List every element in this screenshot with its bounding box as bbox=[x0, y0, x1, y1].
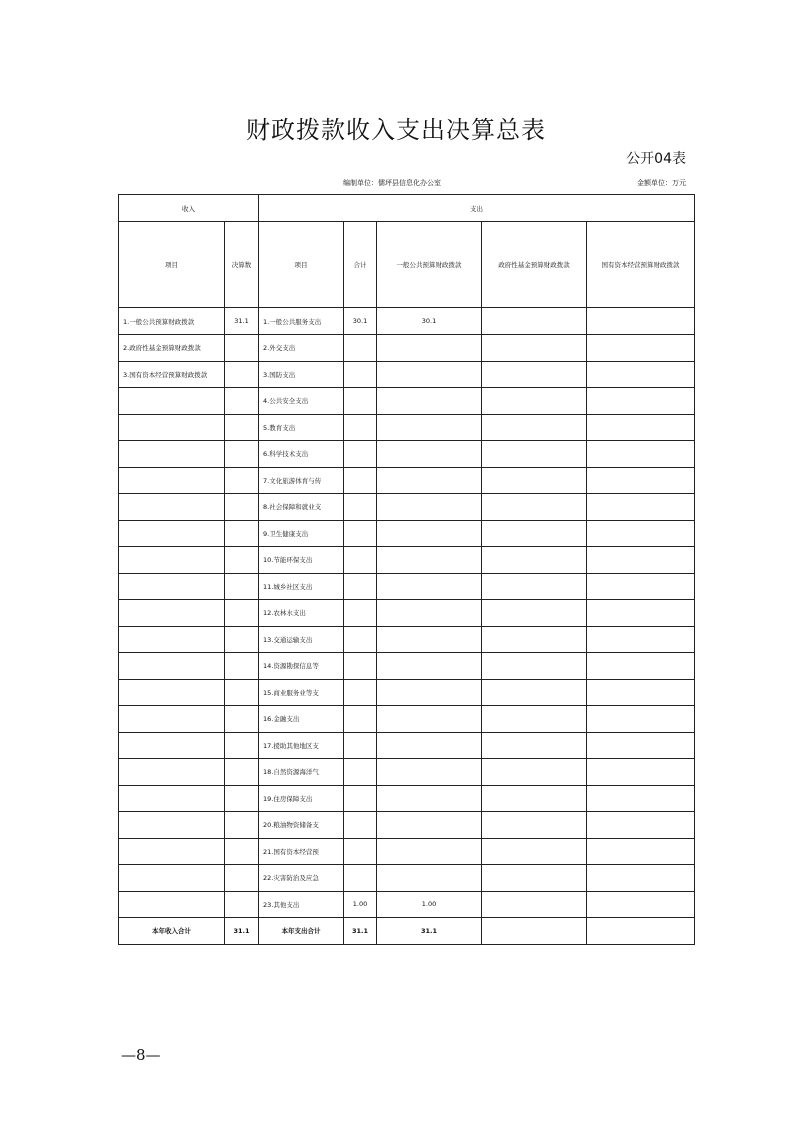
expense-item-cell: 10.节能环保支出 bbox=[259, 547, 344, 574]
income-value-cell bbox=[225, 706, 259, 733]
total-cell: 1.00 bbox=[344, 891, 377, 918]
income-item-cell bbox=[119, 838, 225, 865]
total-cell bbox=[344, 812, 377, 839]
expense-item-cell: 5.教育支出 bbox=[259, 414, 344, 441]
income-total-value: 31.1 bbox=[225, 918, 259, 945]
income-total-label: 本年收入合计 bbox=[119, 918, 225, 945]
state-capital-cell bbox=[587, 547, 695, 574]
income-item-cell bbox=[119, 759, 225, 786]
income-item-cell bbox=[119, 467, 225, 494]
expense-item-cell: 21.国有资本经营预 bbox=[259, 838, 344, 865]
fund-budget-cell bbox=[482, 785, 587, 812]
total-cell bbox=[344, 441, 377, 468]
fund-budget-cell bbox=[482, 335, 587, 362]
income-value-cell bbox=[225, 520, 259, 547]
fund-budget-cell bbox=[482, 308, 587, 335]
income-value-cell bbox=[225, 891, 259, 918]
state-capital-cell bbox=[587, 335, 695, 362]
general-budget-cell bbox=[377, 520, 482, 547]
general-budget-cell: 30.1 bbox=[377, 308, 482, 335]
table-row bbox=[119, 706, 695, 733]
fund-budget-cell bbox=[482, 732, 587, 759]
table-row bbox=[119, 759, 695, 786]
income-value-cell bbox=[225, 838, 259, 865]
fund-budget-sum bbox=[482, 918, 587, 945]
table-row bbox=[119, 653, 695, 680]
state-capital-cell bbox=[587, 732, 695, 759]
total-cell: 30.1 bbox=[344, 308, 377, 335]
total-cell bbox=[344, 388, 377, 415]
fund-budget-cell bbox=[482, 706, 587, 733]
expense-item-cell: 2.外交支出 bbox=[259, 335, 344, 362]
general-budget-cell bbox=[377, 388, 482, 415]
income-value-cell bbox=[225, 494, 259, 521]
general-budget-cell bbox=[377, 494, 482, 521]
income-item-cell bbox=[119, 441, 225, 468]
state-capital-header: 国有资本经营预算财政拨款 bbox=[587, 222, 695, 308]
state-capital-cell bbox=[587, 308, 695, 335]
income-value-cell bbox=[225, 653, 259, 680]
final-amount-header: 决算数 bbox=[225, 222, 259, 308]
fund-budget-cell bbox=[482, 388, 587, 415]
state-capital-sum bbox=[587, 918, 695, 945]
income-item-cell: 2.政府性基金预算财政拨款 bbox=[119, 335, 225, 362]
income-value-cell bbox=[225, 467, 259, 494]
income-item-cell bbox=[119, 388, 225, 415]
expense-item-cell: 20.粮油物资储备支 bbox=[259, 812, 344, 839]
expense-item-cell: 19.住房保障支出 bbox=[259, 785, 344, 812]
fund-budget-cell bbox=[482, 865, 587, 892]
expense-item-cell: 12.农林水支出 bbox=[259, 600, 344, 627]
expense-item-cell: 7.文化旅游体育与传 bbox=[259, 467, 344, 494]
total-cell bbox=[344, 467, 377, 494]
table-row bbox=[119, 785, 695, 812]
table-row bbox=[119, 388, 695, 415]
table-row bbox=[119, 600, 695, 627]
table-row bbox=[119, 732, 695, 759]
total-cell bbox=[344, 520, 377, 547]
total-cell bbox=[344, 573, 377, 600]
income-value-cell bbox=[225, 441, 259, 468]
fund-budget-cell bbox=[482, 520, 587, 547]
income-item-cell bbox=[119, 732, 225, 759]
fund-budget-header: 政府性基金预算财政拨款 bbox=[482, 222, 587, 308]
general-budget-cell: 1.00 bbox=[377, 891, 482, 918]
state-capital-cell bbox=[587, 838, 695, 865]
income-item-cell: 1.一般公共预算财政拨款 bbox=[119, 308, 225, 335]
general-budget-cell bbox=[377, 732, 482, 759]
income-item-cell bbox=[119, 679, 225, 706]
income-item-cell bbox=[119, 865, 225, 892]
income-item-cell bbox=[119, 891, 225, 918]
total-cell bbox=[344, 547, 377, 574]
fund-budget-cell bbox=[482, 679, 587, 706]
fund-budget-cell bbox=[482, 838, 587, 865]
general-budget-cell bbox=[377, 573, 482, 600]
state-capital-cell bbox=[587, 865, 695, 892]
income-value-cell bbox=[225, 732, 259, 759]
table-row bbox=[119, 414, 695, 441]
total-cell bbox=[344, 494, 377, 521]
expense-item-cell: 14.资源勘探信息等 bbox=[259, 653, 344, 680]
income-item-cell bbox=[119, 494, 225, 521]
expense-item-cell: 23.其他支出 bbox=[259, 891, 344, 918]
income-value-cell bbox=[225, 547, 259, 574]
state-capital-cell bbox=[587, 706, 695, 733]
state-capital-cell bbox=[587, 573, 695, 600]
table-row bbox=[119, 812, 695, 839]
expense-item-cell: 4.公共安全支出 bbox=[259, 388, 344, 415]
state-capital-cell bbox=[587, 414, 695, 441]
state-capital-cell bbox=[587, 494, 695, 521]
expense-item-cell: 9.卫生健康支出 bbox=[259, 520, 344, 547]
general-budget-cell bbox=[377, 759, 482, 786]
general-budget-cell bbox=[377, 600, 482, 627]
total-sum: 31.1 bbox=[344, 918, 377, 945]
state-capital-cell bbox=[587, 600, 695, 627]
general-budget-cell bbox=[377, 865, 482, 892]
general-budget-sum: 31.1 bbox=[377, 918, 482, 945]
income-item-cell: 3.国有资本经营预算财政拨款 bbox=[119, 361, 225, 388]
general-budget-cell bbox=[377, 653, 482, 680]
expense-item-cell: 22.灾害防治及应急 bbox=[259, 865, 344, 892]
state-capital-cell bbox=[587, 467, 695, 494]
expense-item-cell: 18.自然资源海洋气 bbox=[259, 759, 344, 786]
table-row bbox=[119, 891, 695, 918]
table-row bbox=[119, 679, 695, 706]
table-row bbox=[119, 520, 695, 547]
income-value-cell bbox=[225, 388, 259, 415]
table-row bbox=[119, 441, 695, 468]
income-item-cell bbox=[119, 600, 225, 627]
page-number: —8— bbox=[121, 1046, 161, 1064]
fund-budget-cell bbox=[482, 361, 587, 388]
general-budget-header: 一般公共预算财政拨款 bbox=[377, 222, 482, 308]
unit-label: 金额单位：万元 bbox=[637, 179, 686, 187]
expense-total-label: 本年支出合计 bbox=[259, 918, 344, 945]
income-value-cell bbox=[225, 759, 259, 786]
fund-budget-cell bbox=[482, 653, 587, 680]
general-budget-cell bbox=[377, 335, 482, 362]
income-value-cell bbox=[225, 600, 259, 627]
state-capital-cell bbox=[587, 626, 695, 653]
income-item-cell bbox=[119, 785, 225, 812]
income-value-cell bbox=[225, 573, 259, 600]
table-row bbox=[119, 547, 695, 574]
income-value-cell bbox=[225, 414, 259, 441]
table-row bbox=[119, 361, 695, 388]
org-label: 编制单位：儒坪县信息化办公室 bbox=[343, 179, 441, 187]
expense-header: 支出 bbox=[259, 195, 695, 222]
income-value-cell bbox=[225, 361, 259, 388]
total-cell bbox=[344, 865, 377, 892]
fund-budget-cell bbox=[482, 414, 587, 441]
state-capital-cell bbox=[587, 759, 695, 786]
page-title: 财政拨款收入支出决算总表 bbox=[246, 116, 546, 144]
fund-budget-cell bbox=[482, 494, 587, 521]
expense-item-cell: 6.科学技术支出 bbox=[259, 441, 344, 468]
fund-budget-cell bbox=[482, 759, 587, 786]
state-capital-cell bbox=[587, 520, 695, 547]
income-item-header: 项目 bbox=[119, 222, 225, 308]
table-row bbox=[119, 573, 695, 600]
general-budget-cell bbox=[377, 414, 482, 441]
total-cell bbox=[344, 653, 377, 680]
table-row bbox=[119, 494, 695, 521]
general-budget-cell bbox=[377, 785, 482, 812]
expense-item-cell: 11.城乡社区支出 bbox=[259, 573, 344, 600]
income-item-cell bbox=[119, 573, 225, 600]
total-cell bbox=[344, 626, 377, 653]
general-budget-cell bbox=[377, 706, 482, 733]
table-row bbox=[119, 838, 695, 865]
income-item-cell bbox=[119, 626, 225, 653]
fund-budget-cell bbox=[482, 573, 587, 600]
table-row bbox=[119, 626, 695, 653]
general-budget-cell bbox=[377, 441, 482, 468]
total-cell bbox=[344, 785, 377, 812]
total-cell bbox=[344, 706, 377, 733]
state-capital-cell bbox=[587, 361, 695, 388]
fund-budget-cell bbox=[482, 547, 587, 574]
total-cell bbox=[344, 759, 377, 786]
general-budget-cell bbox=[377, 361, 482, 388]
form-number: 公开04表 bbox=[626, 151, 686, 167]
general-budget-cell bbox=[377, 467, 482, 494]
expense-item-cell: 8.社会保障和就业支 bbox=[259, 494, 344, 521]
state-capital-cell bbox=[587, 653, 695, 680]
fund-budget-cell bbox=[482, 467, 587, 494]
general-budget-cell bbox=[377, 679, 482, 706]
state-capital-cell bbox=[587, 441, 695, 468]
income-item-cell bbox=[119, 812, 225, 839]
totals-row bbox=[119, 918, 695, 945]
total-cell bbox=[344, 335, 377, 362]
expense-item-cell: 17.援助其他地区支 bbox=[259, 732, 344, 759]
fund-budget-cell bbox=[482, 600, 587, 627]
income-value-cell bbox=[225, 335, 259, 362]
income-value-cell bbox=[225, 812, 259, 839]
income-value-cell bbox=[225, 626, 259, 653]
total-cell bbox=[344, 732, 377, 759]
expense-item-cell: 1.一般公共服务支出 bbox=[259, 308, 344, 335]
state-capital-cell bbox=[587, 388, 695, 415]
expense-item-cell: 3.国防支出 bbox=[259, 361, 344, 388]
total-header: 合计 bbox=[344, 222, 377, 308]
state-capital-cell bbox=[587, 785, 695, 812]
total-cell bbox=[344, 838, 377, 865]
fund-budget-cell bbox=[482, 441, 587, 468]
table-row bbox=[119, 308, 695, 335]
state-capital-cell bbox=[587, 812, 695, 839]
table-row bbox=[119, 335, 695, 362]
general-budget-cell bbox=[377, 547, 482, 574]
total-cell bbox=[344, 600, 377, 627]
expense-item-cell: 16.金融支出 bbox=[259, 706, 344, 733]
expense-item-cell: 15.商业服务业等支 bbox=[259, 679, 344, 706]
state-capital-cell bbox=[587, 679, 695, 706]
general-budget-cell bbox=[377, 812, 482, 839]
income-item-cell bbox=[119, 547, 225, 574]
income-item-cell bbox=[119, 520, 225, 547]
income-value-cell bbox=[225, 865, 259, 892]
income-header: 收入 bbox=[119, 195, 259, 222]
total-cell bbox=[344, 414, 377, 441]
income-item-cell bbox=[119, 414, 225, 441]
total-cell bbox=[344, 361, 377, 388]
state-capital-cell bbox=[587, 891, 695, 918]
income-item-cell bbox=[119, 653, 225, 680]
income-value-cell bbox=[225, 679, 259, 706]
expense-item-header: 项目 bbox=[259, 222, 344, 308]
expense-item-cell: 13.交通运输支出 bbox=[259, 626, 344, 653]
table-row bbox=[119, 865, 695, 892]
total-cell bbox=[344, 679, 377, 706]
general-budget-cell bbox=[377, 626, 482, 653]
income-value-cell bbox=[225, 785, 259, 812]
income-value-cell: 31.1 bbox=[225, 308, 259, 335]
budget-table bbox=[118, 194, 695, 945]
income-item-cell bbox=[119, 706, 225, 733]
fund-budget-cell bbox=[482, 626, 587, 653]
general-budget-cell bbox=[377, 838, 482, 865]
table-row bbox=[119, 467, 695, 494]
fund-budget-cell bbox=[482, 891, 587, 918]
fund-budget-cell bbox=[482, 812, 587, 839]
